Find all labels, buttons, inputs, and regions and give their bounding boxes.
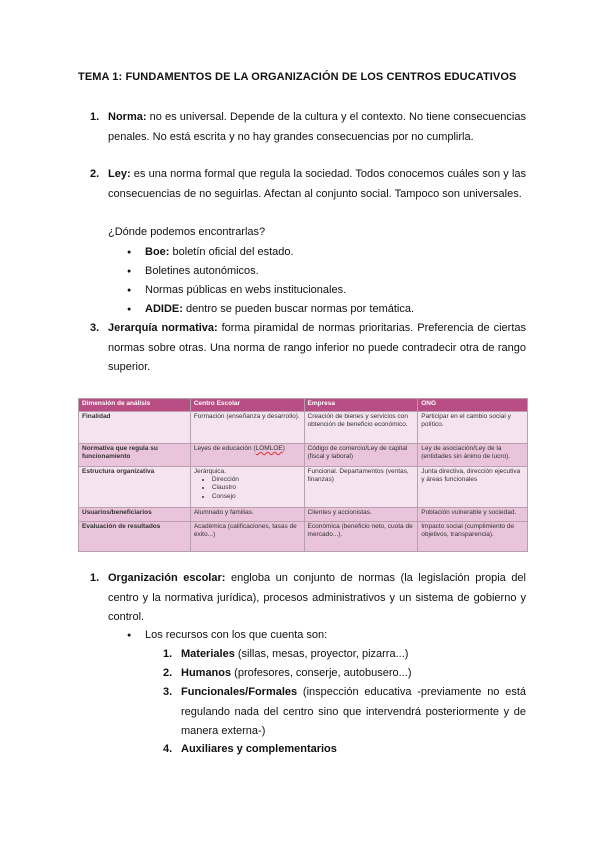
resource-text: (sillas, mesas, proyector, pizarra...): [234, 648, 409, 660]
bullet-term: Boe:: [145, 246, 170, 258]
cell-text: ): [282, 445, 285, 452]
table-row: [79, 467, 528, 508]
list-item: [145, 243, 294, 262]
cell-text: Leyes de educación (: [193, 445, 256, 452]
item-number: 1.: [90, 111, 100, 123]
item-organizacion: [108, 569, 526, 628]
resource-term: Auxiliares y complementarios: [181, 743, 337, 755]
table-cell: Impacto social (cumplimiento de objetivos, transparencia).: [418, 522, 528, 552]
item-norma: [108, 108, 526, 147]
item-term: Ley:: [108, 168, 131, 180]
page-title: TEMA 1: FUNDAMENTOS DE LA ORGANIZACIÓN DE LOS CENTROS EDUCATIVOS: [78, 71, 517, 83]
list-item: [145, 262, 259, 281]
table-cell: [190, 444, 304, 467]
resource-text: (inspección educativa -previamente no está regulando nada del centro sino que intervendrá posteriormente y de manera externa-): [181, 686, 526, 737]
column-header: Centro Escolar: [190, 399, 304, 412]
table-cell: Funcional. Departamentos (ventas, finanzas): [304, 467, 418, 508]
comparison-table: [78, 398, 528, 552]
item-text: engloba un conjunto de normas (la legislación propia del centro y la normativa jurídica), procesos administrativos y un sistema de gobierno y control.: [108, 572, 526, 623]
table-row: [79, 412, 528, 444]
table-header-row: [79, 399, 528, 412]
list-item: • Claustro: [212, 484, 301, 492]
item-ley: [108, 165, 526, 204]
item-term: Jerarquía normativa:: [108, 322, 218, 334]
list-item: [145, 300, 414, 319]
resource-text: (profesores, conserje, autobusero...): [231, 667, 412, 679]
cell-text: Jerárquica.: [193, 468, 226, 475]
resource-term: Humanos: [181, 667, 232, 679]
resource-item: [181, 664, 526, 684]
column-header: Dimensión de análisis: [79, 399, 191, 412]
resource-item: [181, 683, 526, 742]
item-number: 3.: [163, 686, 173, 698]
item-number: 4.: [163, 743, 173, 755]
table-cell: Clientes y accionistas.: [304, 508, 418, 522]
item-text: no es universal. Depende de la cultura y el contexto. No tiene consecuencias penales. No está escrita y no hay grandes consecuencias por no cumplirla.: [108, 111, 526, 143]
sub-list: [194, 476, 301, 501]
table-cell: Código de comercio/Ley de capital (fiscal y laboral): [304, 444, 418, 467]
table-cell: Participar en el cambio social y político.: [418, 412, 528, 444]
resource-term: Funcionales/Formales: [181, 686, 298, 698]
table-cell: Evaluación de resultados: [79, 522, 191, 552]
table-cell: Población vulnerable y sociedad.: [418, 508, 528, 522]
table-cell: [190, 467, 304, 508]
resource-term: Materiales: [181, 648, 235, 660]
table-cell: Creación de bienes y servicios con obtención de beneficio económico.: [304, 412, 418, 444]
table-cell: Académica (calificaciones, tasas de éxito...): [190, 522, 304, 552]
list-item: [145, 281, 346, 300]
table-cell: Normativa que regula su funcionamiento: [79, 444, 191, 467]
item-number: 2.: [90, 168, 100, 180]
item-text: forma piramidal de normas prioritarias. Preferencia de ciertas normas sobre otras. Una norma de rango inferior no puede contradecir otra de rango superior.: [108, 322, 526, 373]
table-row: [79, 508, 528, 522]
bullet-text: dentro se pueden buscar normas por temática.: [182, 303, 415, 315]
table-cell: Alumnado y familias.: [190, 508, 304, 522]
table-row: [79, 522, 528, 552]
resource-item: [181, 740, 526, 760]
item-number: 3.: [90, 322, 100, 334]
item-number: 1.: [163, 648, 173, 660]
item-term: Organización escolar:: [108, 572, 226, 584]
item-term: Norma:: [108, 111, 147, 123]
law-name: LOMLOE: [255, 445, 283, 452]
table-cell: Usuarios/beneficiarios: [79, 508, 191, 522]
list-item: • Consejo: [212, 493, 301, 501]
item-text: es una norma formal que regula la sociedad. Todos conocemos cuáles son y las consecuencias de no seguirlas. Afectan al conjunto social. Tampoco son universales.: [108, 168, 526, 200]
item-number: 1.: [90, 572, 100, 584]
bullet-term: ADIDE:: [145, 303, 183, 315]
table-cell: Estructura organizativa: [79, 467, 191, 508]
item-number: 2.: [163, 667, 173, 679]
bullet-text: boletín oficial del estado.: [169, 246, 294, 258]
list-item: • Dirección: [212, 476, 301, 484]
table-cell: Junta directiva, dirección ejecutiva y áreas funcionales: [418, 467, 528, 508]
bullet-text: Boletines autonómicos.: [145, 265, 259, 277]
column-header: ONG: [418, 399, 528, 412]
bullet-text: Normas públicas en webs institucionales.: [145, 284, 347, 296]
table-cell: Finalidad: [79, 412, 191, 444]
table-row: [79, 444, 528, 467]
item-question: ¿Dónde podemos encontrarlas?: [108, 226, 266, 238]
table-cell: Económica (beneficio neto, cuota de mercado...).: [304, 522, 418, 552]
list-item: ● Los recursos con los que cuenta son:: [145, 626, 327, 645]
table-cell: Formación (enseñanza y desarrollo).: [190, 412, 304, 444]
resource-item: [181, 645, 526, 665]
column-header: Empresa: [304, 399, 418, 412]
item-jerarquia: [108, 319, 526, 378]
table-cell: Ley de asociación/Ley de la (entidades sin ánimo de lucro).: [418, 444, 528, 467]
